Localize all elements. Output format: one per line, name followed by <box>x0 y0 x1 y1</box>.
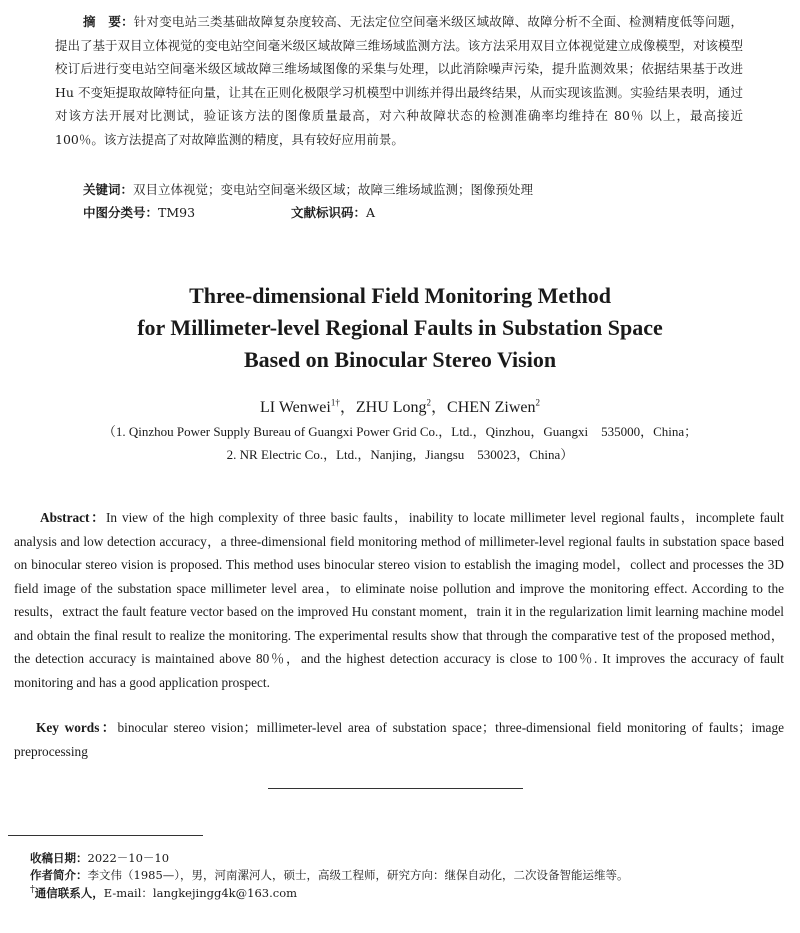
author-affiliation-mark: 2 <box>426 397 432 408</box>
author-affiliation-mark: 1† <box>330 397 340 408</box>
english-keywords-label: Key words： <box>36 720 118 735</box>
received-date-label: 收稿日期： <box>30 851 88 865</box>
author-name: ZHU Long <box>355 399 427 416</box>
author-name: CHEN Ziwen <box>447 399 536 416</box>
english-title-line-2: for Millimeter-level Regional Faults in Substation Space <box>137 315 663 340</box>
classification-number-label: 中图分类号： <box>83 205 159 220</box>
received-date-value: 2022－10－10 <box>87 851 170 865</box>
english-keywords <box>14 716 784 763</box>
english-abstract <box>14 506 784 694</box>
english-title-line-1: Three-dimensional Field Monitoring Method <box>189 283 611 308</box>
section-divider <box>268 788 523 789</box>
contact-mark: † <box>30 884 35 895</box>
document-code <box>291 203 375 221</box>
footnote-contact <box>30 884 297 901</box>
affiliation-line-1: （1. Qinzhou Power Supply Bureau of Guangxi Power Grid Co.，Ltd.，Qinzhou，Guangxi 535000，China； <box>102 424 698 439</box>
document-code-label: 文献标识码： <box>291 205 367 220</box>
author-list <box>0 394 800 417</box>
classification-number-value: TM93 <box>158 205 196 220</box>
english-title <box>0 280 800 376</box>
chinese-abstract-text: 针对变电站三类基础故障复杂度较高、无法定位空间毫米级区域故障、故障分析不全面、检测精度低等问题，提出了基于双目立体视觉的变电站空间毫米级区域故障三维场域监测方法。该方法采用双目立体视觉建立成像模型，对该模型校订后进行变电站空间毫米级区域故障三维场域图像的采集与处理，以此消除噪声污染，提升监测效果；依据结果基于改进 Hu 不变矩提取故障特征向量，让其在正则化极限学习机模型中训练并得出最终结果，从而实现该监测。实验结果表明，通过对该方法开展对比测试，验证该方法的图像质量最高，对六种故障状态的检测准确率均维持在 80％ 以上，最高接近 100％。该方法提高了对故障监测的精度，具有较好应用前景。 <box>55 14 743 147</box>
english-keywords-text: binocular stereo vision；millimeter-level area of substation space；three-dimensional field monitoring of faults；image preprocessing <box>14 720 784 759</box>
document-code-value: A <box>366 205 376 220</box>
chinese-abstract-label: 摘 要： <box>83 14 134 29</box>
author-separator: ， <box>431 399 448 416</box>
footnote-author-bio <box>30 867 629 883</box>
affiliation-line-2: 2. NR Electric Co.，Ltd.，Nanjing，Jiangsu 530023，China） <box>226 447 574 462</box>
english-abstract-text: In view of the high complexity of three basic faults，inability to locate millimeter level regional faults，incomplete fault analysis and low detection accuracy，a three-dimensional field monitoring method of millimeter-level regional faults in substation space based on binocular stereo vision is proposed. This method uses binocular stereo vision to establish the imaging model，collect and processes the 3D field image of the substation space millimeter level area，to eliminate noise pollution and improve the monitoring effect. According to the results，extract the fault feature vector based on the improved Hu constant moment，train it in the regularization limit learning machine model and obtain the final result to realize the monitoring. The experimental results show that through the comparative test of the proposed method，the detection accuracy is maintained above 80％，and the highest detection accuracy is close to 100％. It improves the accuracy of fault monitoring and has a good application prospect. <box>14 510 784 690</box>
english-title-line-3: Based on Binocular Stereo Vision <box>243 347 557 372</box>
chinese-keywords <box>83 180 533 198</box>
footnote-received-date <box>30 850 169 866</box>
classification-number <box>83 203 195 221</box>
author-separator: ， <box>339 399 356 416</box>
author-bio-label: 作者简介： <box>30 868 88 882</box>
author-name: LI Wenwei <box>260 399 331 416</box>
author-affiliation-mark: 2 <box>535 397 540 408</box>
contact-email: E-mail：langkejingg4k@163.com <box>103 885 298 900</box>
contact-label: 通信联系人， <box>34 885 104 900</box>
chinese-keywords-text: 双目立体视觉；变电站空间毫米级区域；故障三维场域监测；图像预处理 <box>133 182 534 197</box>
english-abstract-label: Abstract： <box>40 510 106 525</box>
footnote-divider <box>8 835 203 836</box>
author-bio-text: 李文伟（1985—），男，河南漯河人，硕士，高级工程师，研究方向：继保自动化，二次设备智能运维等。 <box>87 868 629 882</box>
chinese-keywords-label: 关键词： <box>83 182 134 197</box>
chinese-abstract <box>55 10 743 151</box>
